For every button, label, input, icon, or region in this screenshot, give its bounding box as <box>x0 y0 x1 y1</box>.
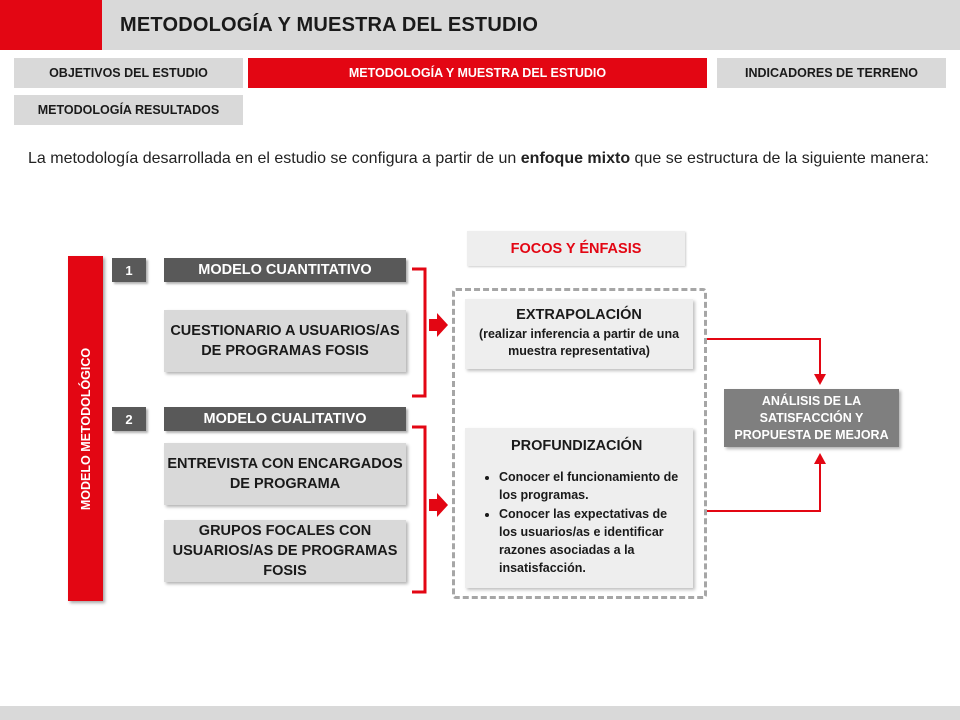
extrapolacion-card <box>465 299 693 369</box>
method-grupos-focales: GRUPOS FOCALES CON USUARIOS/AS DE PROGRAMAS FOSIS <box>164 520 406 582</box>
method-cuestionario: CUESTIONARIO A USUARIOS/AS DE PROGRAMAS FOSIS <box>164 310 406 372</box>
profundizacion-card <box>465 428 693 588</box>
method-entrevista: ENTREVISTA CON ENCARGADOS DE PROGRAMA <box>164 443 406 505</box>
bracket-cualitativo <box>412 427 425 592</box>
intro-emphasis: enfoque mixto <box>520 150 631 167</box>
tab-indicadores[interactable]: INDICADORES DE TERRENO <box>717 58 946 88</box>
page-title: METODOLOGÍA Y MUESTRA DEL ESTUDIO <box>120 13 539 36</box>
bracket-cuantitativo <box>412 269 425 396</box>
arrow-right-icon <box>429 493 448 517</box>
focos-enfasis-header: FOCOS Y ÉNFASIS <box>467 231 685 266</box>
resultado-analisis-box: ANÁLISIS DE LA SATISFACCIÓN Y PROPUESTA DE MEJORA <box>724 389 899 447</box>
extrapolacion-title: EXTRAPOLACIÓN <box>516 307 642 323</box>
side-bar-modelo-metodologico <box>68 256 103 601</box>
intro-text-end: que se estructura de la siguiente manera: <box>630 150 929 167</box>
tab-objetivos[interactable]: OBJETIVOS DEL ESTUDIO <box>14 58 243 88</box>
side-bar-label: MODELO METODOLÓGICO <box>78 347 93 510</box>
list-item: • Conocer las expectativas de los usuarios/as e identificar razones asociadas a la insatisfacción. <box>499 505 683 577</box>
arrow-right-icon <box>429 313 448 337</box>
tab-metodologia-resultados[interactable]: METODOLOGÍA RESULTADOS <box>14 95 243 125</box>
tab-metodologia-muestra[interactable]: METODOLOGÍA Y MUESTRA DEL ESTUDIO <box>248 58 707 88</box>
profundizacion-title: PROFUNDIZACIÓN <box>511 438 643 454</box>
extrapolacion-subtitle: (realizar inferencia a partir de una muestra representativa) <box>478 327 680 358</box>
header-bar <box>102 0 960 50</box>
intro-text-start: La metodología desarrollada en el estudio se configura a partir de un <box>28 150 521 167</box>
intro-paragraph <box>28 146 932 172</box>
profundizacion-list <box>479 468 683 577</box>
model-cualitativo-header: MODELO CUALITATIVO <box>164 407 406 431</box>
connector-profundizacion-to-result <box>707 453 826 511</box>
header-accent-block <box>0 0 102 50</box>
connector-extrapolacion-to-result <box>707 339 826 385</box>
footer-bar <box>0 706 960 720</box>
list-item: • Conocer el funcionamiento de los programas. <box>499 468 683 504</box>
model-cuantitativo-header: MODELO CUANTITATIVO <box>164 258 406 282</box>
step-number-1: 1 <box>112 258 146 282</box>
step-number-2: 2 <box>112 407 146 431</box>
